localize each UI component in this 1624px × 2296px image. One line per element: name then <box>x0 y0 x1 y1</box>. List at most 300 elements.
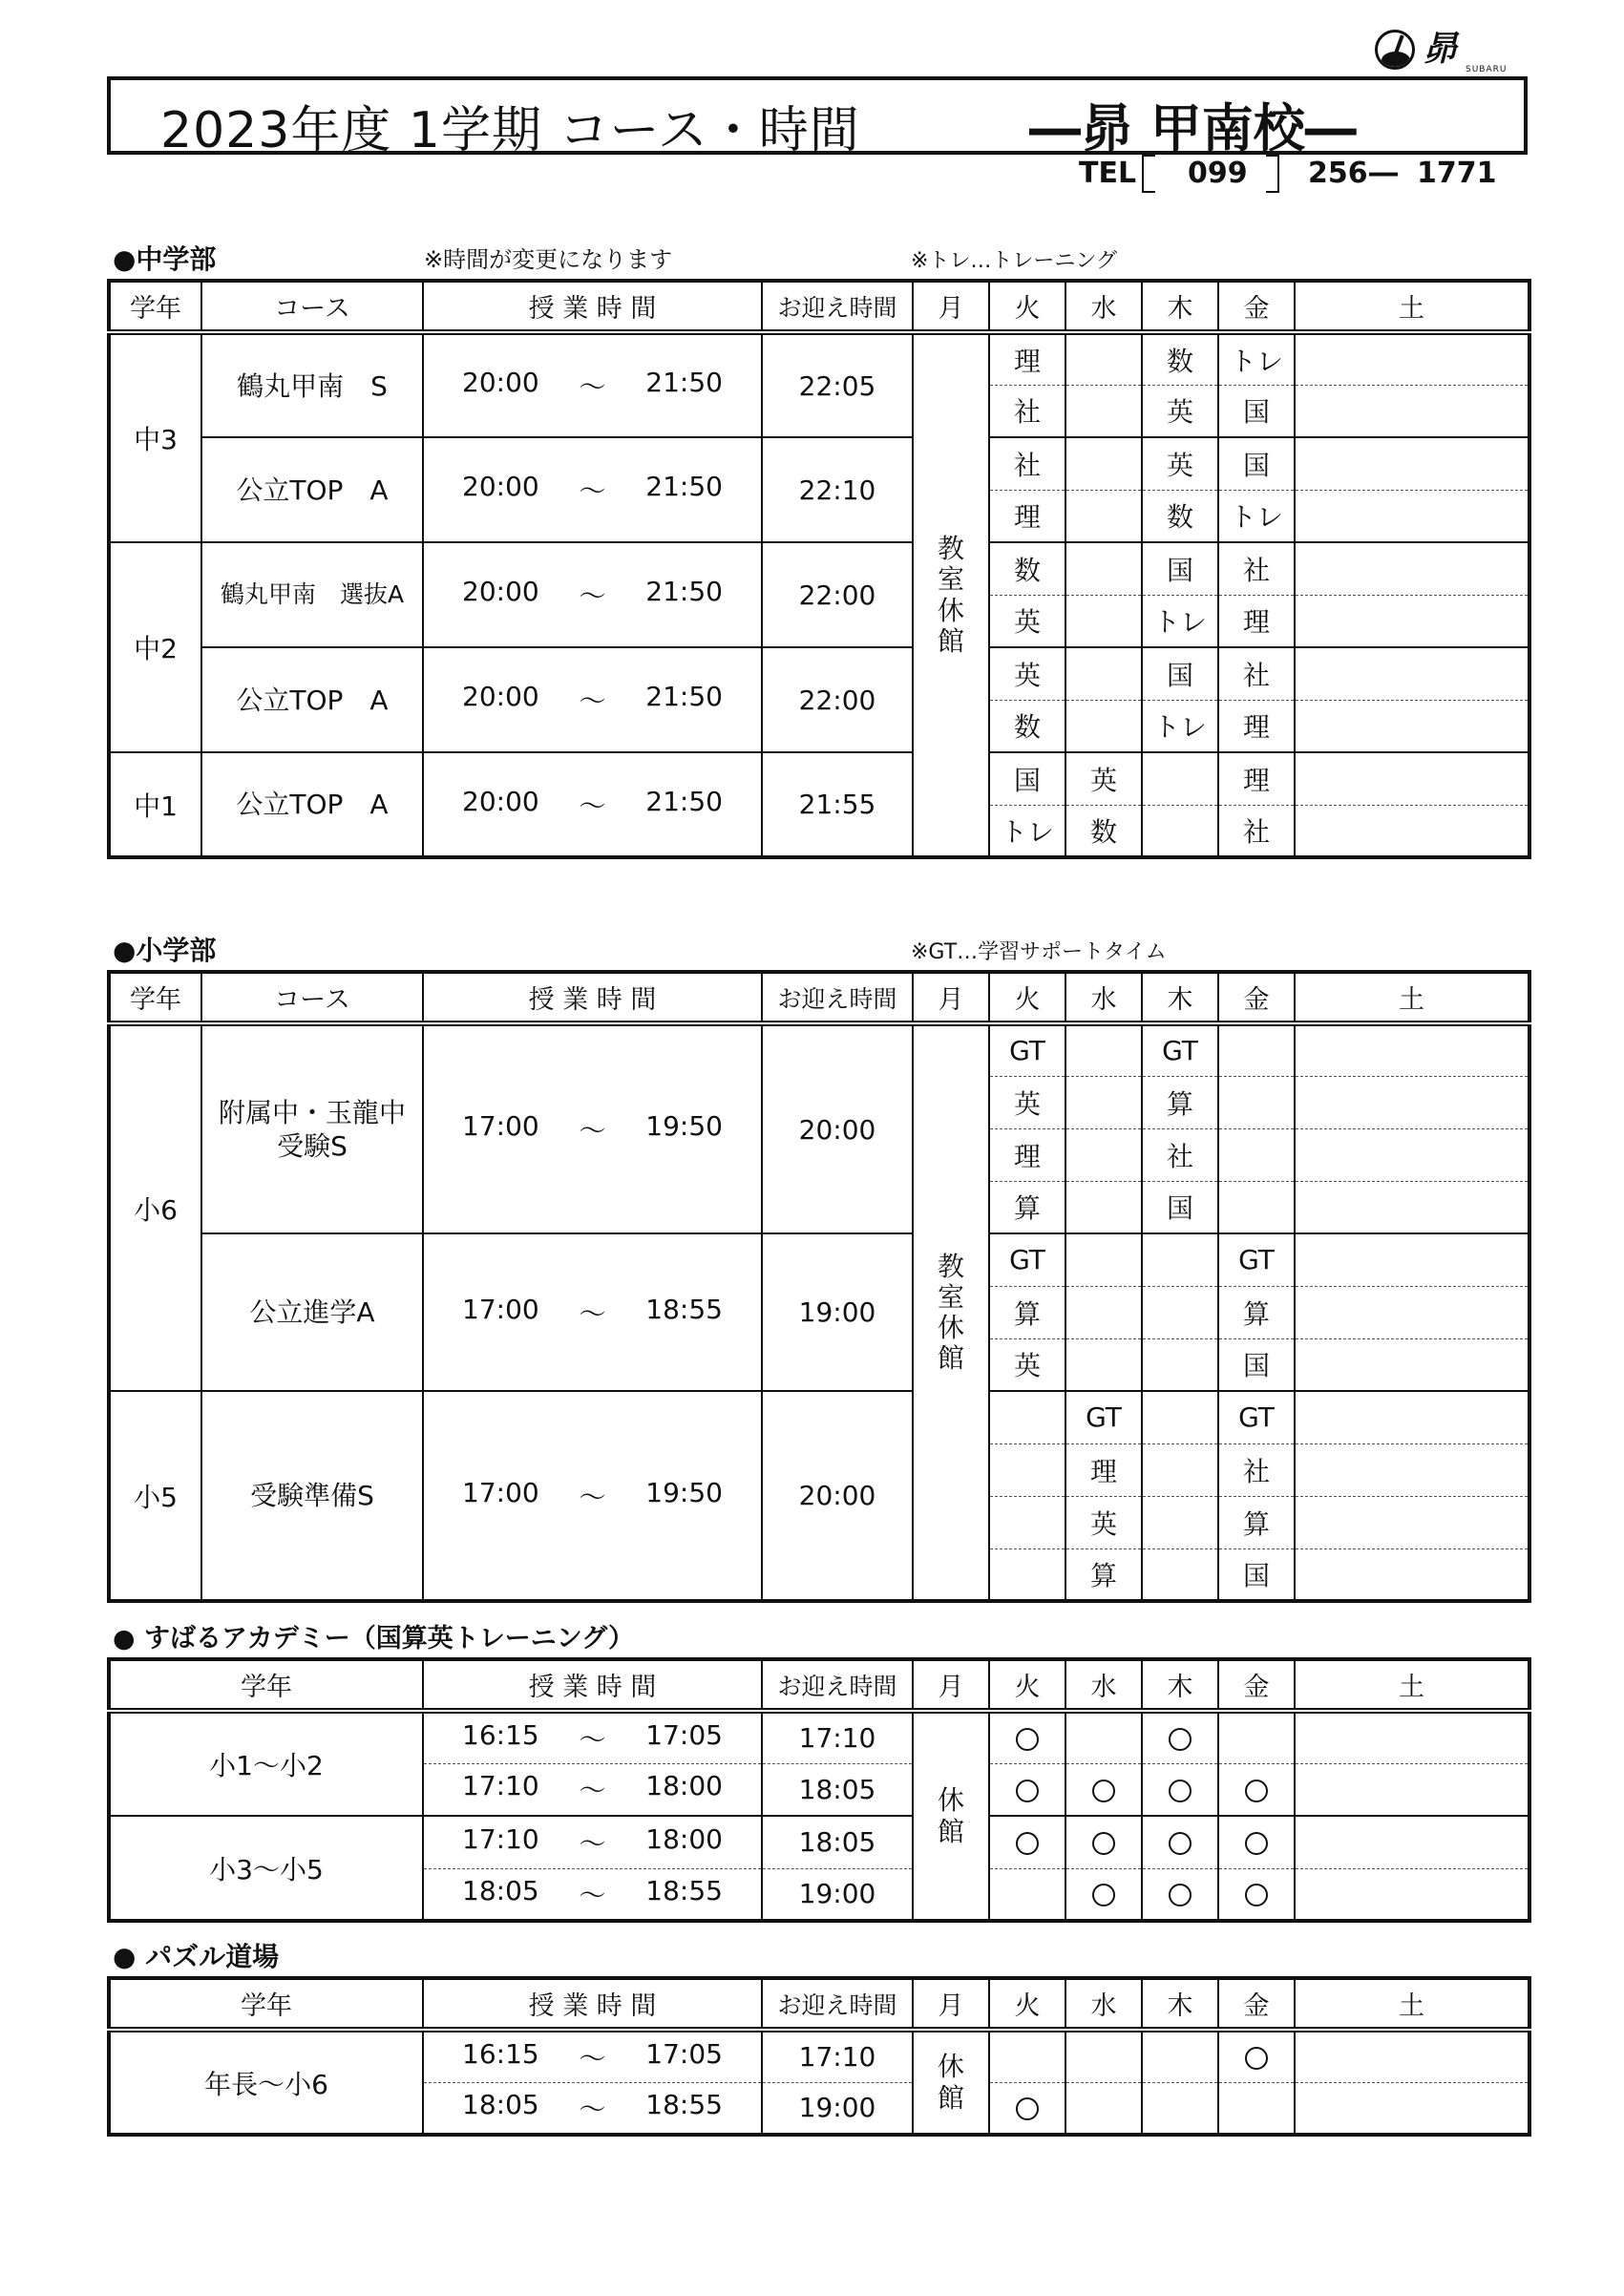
subject-cell: 国 <box>1218 1338 1295 1391</box>
time-tilde: ～ <box>579 1297 606 1330</box>
tel-mid: 256 <box>1308 157 1368 190</box>
end-time: 19:50 <box>645 1110 723 1142</box>
subject-cell: 英 <box>1065 752 1142 805</box>
tel-label: TEL <box>1079 157 1137 190</box>
time-range <box>424 471 761 509</box>
saturday-cell <box>1295 332 1529 385</box>
time-tilde: ～ <box>579 1115 606 1147</box>
grade-cell: 小6 <box>109 1023 201 1391</box>
saturday-cell <box>1295 437 1529 490</box>
closed-char: 教 <box>937 533 964 565</box>
time-tilde: ～ <box>579 1481 606 1513</box>
saturday-cell <box>1295 542 1529 595</box>
header-course: コース <box>201 972 423 1023</box>
saturday-cell <box>1295 700 1529 752</box>
attendance-cell <box>1065 1868 1142 1921</box>
header-fri: 金 <box>1218 281 1295 332</box>
end-time: 18:55 <box>645 1874 723 1906</box>
pickup-time: 20:00 <box>762 1391 913 1601</box>
end-time: 21:50 <box>645 576 723 607</box>
pickup-time: 22:00 <box>762 647 913 752</box>
start-time: 20:00 <box>462 471 539 502</box>
subject-cell: GT <box>989 1233 1065 1286</box>
table-row <box>109 2030 1529 2082</box>
subject-cell: 国 <box>1218 385 1295 437</box>
class-time <box>423 542 762 647</box>
end-time: 19:50 <box>645 1476 723 1508</box>
header-tue: 火 <box>989 972 1065 1023</box>
time-range <box>424 1477 761 1515</box>
attendance-cell <box>1218 1711 1295 1763</box>
chu-schedule-table <box>107 279 1531 859</box>
table-row <box>109 1711 1529 1763</box>
attendance-cell <box>1218 1763 1295 1816</box>
header-grade: 学年 <box>109 281 201 332</box>
pickup-time: 17:10 <box>762 1711 913 1763</box>
saturday-cell <box>1295 490 1529 542</box>
course-name-line: 受験S <box>277 1130 348 1162</box>
class-time <box>423 647 762 752</box>
attendance-cell <box>1218 2082 1295 2135</box>
subject-cell: 社 <box>989 437 1065 490</box>
subject-cell <box>1218 1076 1295 1128</box>
subject-cell: 算 <box>1142 1076 1218 1128</box>
page-title: 2023年度 1学期 コース・時間 <box>160 102 860 159</box>
class-day-circle-icon <box>1092 1832 1115 1855</box>
table-row <box>109 332 1529 385</box>
subject-cell <box>1142 1338 1218 1391</box>
saturday-cell <box>1295 1548 1529 1601</box>
subject-cell: 理 <box>1065 1443 1142 1496</box>
subject-cell: 国 <box>1218 1548 1295 1601</box>
time-range <box>424 681 761 719</box>
table-row <box>109 752 1529 805</box>
closed-char: 休 <box>937 1312 964 1343</box>
class-time <box>423 1023 762 1233</box>
subject-cell: 数 <box>989 700 1065 752</box>
attendance-cell <box>989 1763 1065 1816</box>
subject-cell <box>989 1443 1065 1496</box>
header-fri: 金 <box>1218 1978 1295 2030</box>
closed-monday <box>913 1023 989 1601</box>
start-time: 18:05 <box>462 2088 539 2120</box>
time-tilde: ～ <box>579 685 606 717</box>
subject-cell: GT <box>1218 1391 1295 1443</box>
attendance-cell <box>1218 2030 1295 2082</box>
subject-cell <box>1065 490 1142 542</box>
subject-cell <box>1065 1181 1142 1233</box>
grade-cell: 年長～小6 <box>109 2030 423 2135</box>
puzzle-section-title: ● パズル道場 <box>113 1941 280 1972</box>
subject-cell: 数 <box>1142 332 1218 385</box>
saturday-cell <box>1295 1496 1529 1548</box>
table-row <box>109 542 1529 595</box>
puzzle-schedule-table <box>107 1976 1531 2137</box>
attendance-cell <box>1218 1868 1295 1921</box>
start-time: 20:00 <box>462 681 539 712</box>
start-time: 20:00 <box>462 367 539 398</box>
subject-cell <box>989 1548 1065 1601</box>
header-sat: 土 <box>1295 972 1529 1023</box>
subject-cell <box>1065 437 1142 490</box>
closed-char: 館 <box>937 2081 964 2114</box>
time-range <box>424 367 761 405</box>
class-time <box>423 1711 762 1763</box>
subject-cell: 社 <box>1218 805 1295 857</box>
subject-cell: 数 <box>1142 490 1218 542</box>
time-tilde: ～ <box>579 580 606 612</box>
course-name: 鶴丸甲南 選抜A <box>201 542 423 647</box>
grade-cell: 中2 <box>109 542 201 752</box>
subject-cell <box>1142 1233 1218 1286</box>
class-day-circle-icon <box>1245 1832 1268 1855</box>
table-row <box>109 1816 1529 1868</box>
saturday-cell <box>1295 595 1529 647</box>
logo-mark-icon <box>1375 30 1415 70</box>
subject-cell: 国 <box>1218 437 1295 490</box>
header-mon: 月 <box>913 1978 989 2030</box>
pickup-time: 19:00 <box>762 1868 913 1921</box>
subject-cell: 理 <box>1218 595 1295 647</box>
class-day-circle-icon <box>1016 2097 1039 2120</box>
table-row <box>109 647 1529 700</box>
tel-area: 099 <box>1188 157 1248 190</box>
course-name-line: 公立進学A <box>249 1296 375 1328</box>
sho-header-row <box>109 972 1529 1023</box>
saturday-cell <box>1295 2082 1529 2135</box>
pickup-time: 17:10 <box>762 2030 913 2082</box>
header-pickup: お迎え時間 <box>762 1659 913 1711</box>
attendance-cell <box>989 2030 1065 2082</box>
header-sat: 土 <box>1295 1978 1529 2030</box>
pickup-time: 22:00 <box>762 542 913 647</box>
subject-cell <box>1218 1128 1295 1181</box>
end-time: 17:05 <box>645 1718 723 1751</box>
table-row <box>109 1023 1529 1076</box>
attendance-cell <box>1065 1816 1142 1868</box>
pickup-time: 19:00 <box>762 2082 913 2135</box>
header-tue: 火 <box>989 1659 1065 1711</box>
subject-cell <box>1065 595 1142 647</box>
time-range <box>424 1719 761 1758</box>
sho-section-title: ●小学部 <box>113 935 217 966</box>
school-name: ―昴 甲南校― <box>1029 98 1357 158</box>
class-time <box>423 1233 762 1391</box>
class-day-circle-icon <box>1245 2047 1268 2070</box>
header-wed: 水 <box>1065 1978 1142 2030</box>
class-day-circle-icon <box>1169 1884 1192 1906</box>
grade-cell: 小3～小5 <box>109 1816 423 1921</box>
closed-char: 室 <box>937 563 964 596</box>
subject-cell: 理 <box>989 490 1065 542</box>
pickup-time: 19:00 <box>762 1233 913 1391</box>
subject-cell <box>1065 385 1142 437</box>
closed-monday <box>913 2030 989 2135</box>
header-sat: 土 <box>1295 281 1529 332</box>
time-range <box>424 1110 761 1148</box>
course-name-line: 附属中・玉龍中 <box>218 1097 406 1128</box>
header-tue: 火 <box>989 1978 1065 2030</box>
subject-cell <box>1065 1076 1142 1128</box>
sho-schedule-table <box>107 970 1531 1603</box>
class-time <box>423 1868 762 1921</box>
end-time: 18:00 <box>645 1770 723 1802</box>
course-name: 公立TOP A <box>201 437 423 542</box>
subject-cell: 社 <box>1142 1128 1218 1181</box>
grade-cell: 小5 <box>109 1391 201 1601</box>
subject-cell <box>1142 1548 1218 1601</box>
saturday-cell <box>1295 1868 1529 1921</box>
school-logo <box>1375 25 1528 74</box>
saturday-cell <box>1295 1023 1529 1076</box>
subject-cell <box>1142 1286 1218 1338</box>
subject-cell: 英 <box>989 1338 1065 1391</box>
pickup-time: 22:10 <box>762 437 913 542</box>
time-range <box>424 1294 761 1332</box>
grade-cell: 中3 <box>109 332 201 542</box>
attendance-cell <box>1142 2082 1218 2135</box>
subject-cell: 算 <box>989 1286 1065 1338</box>
header-mon: 月 <box>913 972 989 1023</box>
closed-char: 休 <box>937 594 964 626</box>
header-course: コース <box>201 281 423 332</box>
time-range <box>424 1875 761 1913</box>
subject-cell: 算 <box>1218 1286 1295 1338</box>
subject-cell: 国 <box>989 752 1065 805</box>
header-wed: 水 <box>1065 281 1142 332</box>
saturday-cell <box>1295 1816 1529 1868</box>
tel-end: 1771 <box>1417 157 1497 190</box>
saturday-cell <box>1295 1711 1529 1763</box>
course-name-line: 受験準備S <box>250 1480 374 1511</box>
class-day-circle-icon <box>1016 1780 1039 1802</box>
class-day-circle-icon <box>1016 1832 1039 1855</box>
subject-cell <box>1065 1128 1142 1181</box>
subject-cell: 国 <box>1142 647 1218 700</box>
header-tue: 火 <box>989 281 1065 332</box>
subject-cell: 社 <box>1218 542 1295 595</box>
subject-cell <box>1218 1023 1295 1076</box>
attendance-cell <box>989 1868 1065 1921</box>
saturday-cell <box>1295 2030 1529 2082</box>
header-sat: 土 <box>1295 1659 1529 1711</box>
subject-cell: 算 <box>1218 1496 1295 1548</box>
subject-cell: トレ <box>1142 700 1218 752</box>
attendance-cell <box>1065 2082 1142 2135</box>
chu-header-row <box>109 281 1529 332</box>
start-time: 18:05 <box>462 1874 539 1906</box>
time-range <box>424 1770 761 1808</box>
header-wed: 水 <box>1065 972 1142 1023</box>
subject-cell <box>1142 1443 1218 1496</box>
header-thu: 木 <box>1142 1659 1218 1711</box>
course-name: 鶴丸甲南 S <box>201 332 423 437</box>
attendance-cell <box>989 1816 1065 1868</box>
subject-cell <box>1065 1338 1142 1391</box>
end-time: 21:50 <box>645 681 723 712</box>
time-tilde: ～ <box>579 1827 606 1860</box>
header-thu: 木 <box>1142 1978 1218 2030</box>
course-name: 公立TOP A <box>201 647 423 752</box>
course-name <box>201 1023 423 1233</box>
course-name <box>201 1233 423 1391</box>
subject-cell: 英 <box>1065 1496 1142 1548</box>
attendance-cell <box>989 1711 1065 1763</box>
time-tilde: ～ <box>579 2093 606 2125</box>
subject-cell: 理 <box>989 332 1065 385</box>
subject-cell: 社 <box>1218 647 1295 700</box>
closed-char: 館 <box>937 1342 964 1375</box>
subject-cell <box>1142 805 1218 857</box>
academy-header-row <box>109 1659 1529 1711</box>
subject-cell <box>1065 1023 1142 1076</box>
class-day-circle-icon <box>1092 1780 1115 1802</box>
saturday-cell <box>1295 1233 1529 1286</box>
time-range <box>424 576 761 614</box>
header-grade: 学年 <box>109 1659 423 1711</box>
time-range <box>424 2089 761 2127</box>
subject-cell: 理 <box>1218 752 1295 805</box>
logo-text: 昴 <box>1423 30 1458 69</box>
header-time: 授 業 時 間 <box>423 1978 762 2030</box>
subject-cell: 国 <box>1142 1181 1218 1233</box>
subject-cell: 英 <box>989 647 1065 700</box>
end-time: 21:50 <box>645 471 723 502</box>
class-day-circle-icon <box>1245 1884 1268 1906</box>
subject-cell <box>1065 1233 1142 1286</box>
time-tilde: ～ <box>579 2042 606 2075</box>
attendance-cell <box>1142 1868 1218 1921</box>
subject-cell: トレ <box>1218 490 1295 542</box>
subject-cell <box>1065 700 1142 752</box>
pickup-time: 18:05 <box>762 1763 913 1816</box>
saturday-cell <box>1295 1338 1529 1391</box>
start-time: 17:00 <box>462 1476 539 1508</box>
subject-cell: トレ <box>1218 332 1295 385</box>
header-pickup: お迎え時間 <box>762 281 913 332</box>
class-time <box>423 2030 762 2082</box>
tel-dash: ― <box>1369 157 1398 190</box>
pickup-time: 22:05 <box>762 332 913 437</box>
time-tilde: ～ <box>579 1879 606 1911</box>
subject-cell: 理 <box>1218 700 1295 752</box>
chu-note-time-change: ※時間が変更になります <box>424 246 673 273</box>
subject-cell <box>1065 1286 1142 1338</box>
header-mon: 月 <box>913 281 989 332</box>
saturday-cell <box>1295 805 1529 857</box>
subject-cell: トレ <box>1142 595 1218 647</box>
table-row <box>109 437 1529 490</box>
saturday-cell <box>1295 1391 1529 1443</box>
saturday-cell <box>1295 1443 1529 1496</box>
end-time: 18:55 <box>645 2088 723 2120</box>
class-day-circle-icon <box>1169 1780 1192 1802</box>
start-time: 16:15 <box>462 1718 539 1751</box>
subject-cell: 英 <box>1142 385 1218 437</box>
closed-char: 室 <box>937 1280 964 1313</box>
chu-section-title: ●中学部 <box>113 243 217 275</box>
course-name: 公立TOP A <box>201 752 423 857</box>
start-time: 17:00 <box>462 1293 539 1325</box>
header-grade: 学年 <box>109 1978 423 2030</box>
attendance-cell <box>1142 1711 1218 1763</box>
start-time: 20:00 <box>462 576 539 607</box>
end-time: 18:55 <box>645 1293 723 1325</box>
header-thu: 木 <box>1142 281 1218 332</box>
attendance-cell <box>989 2082 1065 2135</box>
header-thu: 木 <box>1142 972 1218 1023</box>
saturday-cell <box>1295 1128 1529 1181</box>
saturday-cell <box>1295 752 1529 805</box>
closed-monday <box>913 332 989 857</box>
time-range <box>424 2038 761 2076</box>
table-row <box>109 1391 1529 1443</box>
time-tilde: ～ <box>579 790 606 822</box>
subject-cell: 数 <box>1065 805 1142 857</box>
subject-cell: GT <box>1142 1023 1218 1076</box>
subject-cell: 英 <box>989 595 1065 647</box>
title-box <box>107 76 1528 159</box>
saturday-cell <box>1295 1076 1529 1128</box>
start-time: 20:00 <box>462 785 539 817</box>
subject-cell: 国 <box>1142 542 1218 595</box>
grade-cell: 小1～小2 <box>109 1711 423 1816</box>
attendance-cell <box>1065 2030 1142 2082</box>
class-time <box>423 1763 762 1816</box>
class-day-circle-icon <box>1169 1832 1192 1855</box>
class-time <box>423 437 762 542</box>
time-tilde: ～ <box>579 1775 606 1807</box>
closed-monday <box>913 1711 989 1921</box>
saturday-cell <box>1295 1763 1529 1816</box>
subject-cell: 理 <box>989 1128 1065 1181</box>
header-time: 授 業 時 間 <box>423 972 762 1023</box>
course-name <box>201 1391 423 1601</box>
subject-cell <box>1065 332 1142 385</box>
subject-cell: 英 <box>989 1076 1065 1128</box>
academy-section-title: ● すばるアカデミー（国算英トレーニング） <box>113 1624 634 1654</box>
time-range <box>424 1823 761 1862</box>
subject-cell: 数 <box>989 542 1065 595</box>
header-time: 授 業 時 間 <box>423 281 762 332</box>
subject-cell <box>1142 1496 1218 1548</box>
time-range <box>424 786 761 824</box>
subject-cell: GT <box>1218 1233 1295 1286</box>
grade-cell: 中1 <box>109 752 201 857</box>
header-wed: 水 <box>1065 1659 1142 1711</box>
pickup-time: 18:05 <box>762 1816 913 1868</box>
header-pickup: お迎え時間 <box>762 1978 913 2030</box>
attendance-cell <box>1142 2030 1218 2082</box>
table-row <box>109 1233 1529 1286</box>
class-day-circle-icon <box>1092 1884 1115 1906</box>
start-time: 17:10 <box>462 1770 539 1802</box>
puzzle-header-row <box>109 1978 1529 2030</box>
closed-char: 教 <box>937 1250 964 1282</box>
header-time: 授 業 時 間 <box>423 1659 762 1711</box>
pickup-time: 21:55 <box>762 752 913 857</box>
class-day-circle-icon <box>1016 1728 1039 1751</box>
sho-note-gt: ※GT…学習サポートタイム <box>911 940 1167 964</box>
header-pickup: お迎え時間 <box>762 972 913 1023</box>
subject-cell: 英 <box>1142 437 1218 490</box>
class-time <box>423 1391 762 1601</box>
attendance-cell <box>1142 1763 1218 1816</box>
saturday-cell <box>1295 385 1529 437</box>
closed-char: 休 <box>937 1784 964 1817</box>
attendance-cell <box>1142 1816 1218 1868</box>
pickup-time: 20:00 <box>762 1023 913 1233</box>
